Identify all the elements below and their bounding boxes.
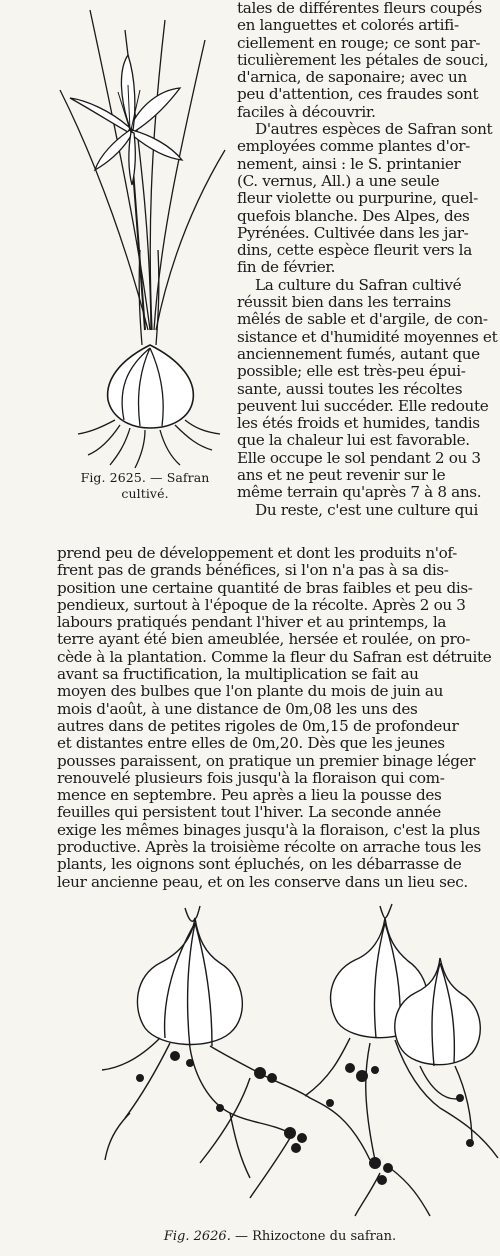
figure-2626-caption	[130, 1228, 430, 1246]
right-column-text	[237, 0, 499, 519]
text-line: feuilles qui persistent tout l'hiver. La seconde année	[57, 804, 441, 822]
text-line: productive. Après la troisième récolte on arrache tous les	[57, 839, 481, 857]
text-line: fin de février.	[237, 259, 336, 277]
text-line: mêlés de sable et d'argile, de con-	[237, 311, 488, 329]
text-line: D'autres espèces de Safran sont	[255, 121, 493, 139]
text-line: dins, cette espèce fleurit vers la	[237, 242, 472, 260]
text-line: anciennement fumés, autant que	[237, 345, 480, 363]
text-line: peu d'attention, ces fraudes sont	[237, 86, 479, 104]
text-line: d'arnica, de saponaire; avec un	[237, 69, 467, 87]
text-line: exige les mêmes binages jusqu'à la floraison, c'est la plus	[57, 821, 480, 839]
text-line: La culture du Safran cultivé	[255, 276, 462, 294]
text-line: que la chaleur lui est favorable.	[237, 432, 470, 450]
text-line: même terrain qu'après 7 à 8 ans.	[237, 484, 482, 502]
text-line: et distantes entre elles de 0m,20. Dès que les jeunes	[57, 735, 445, 753]
text-line: mois d'août, à une distance de 0m,08 les uns des	[57, 700, 418, 718]
figure-2625-caption-line-1: Fig. 2625. — Safran	[80, 470, 210, 485]
text-line: possible; elle est très-peu épui-	[237, 363, 466, 381]
text-line: avant sa fructification, la multiplication se fait au	[57, 666, 419, 684]
text-line: mence en septembre. Peu après a lieu la pousse des	[57, 787, 442, 805]
text-line: les étés froids et humides, tandis	[237, 415, 480, 433]
text-line: cède à la plantation. Comme la fleur du Safran est détruite	[57, 648, 492, 666]
text-line: fleur violette ou purpurine, quel-	[237, 190, 478, 208]
text-line: nement, ainsi : le S. printanier	[237, 155, 461, 173]
text-line: ans et ne peut revenir sur le	[237, 467, 446, 485]
text-line: frent pas de grands bénéfices, si l'on n'a pas à sa dis-	[57, 562, 449, 580]
text-line: ciellement en rouge; ce sont par-	[237, 34, 481, 52]
figure-2626-number: Fig. 2626.	[163, 1229, 231, 1244]
text-line: leur ancienne peau, et on les conserve dans un lieu sec.	[57, 873, 468, 891]
text-line: moyen des bulbes que l'on plante du mois de juin au	[57, 683, 444, 701]
text-line: position une certaine quantité de bras faibles et peu dis-	[57, 579, 473, 597]
full-width-text	[57, 545, 500, 891]
saffron-plant-illustration	[0, 0, 232, 470]
text-line: faciles à découvrir.	[237, 103, 376, 121]
figure-2625-caption	[60, 470, 230, 502]
text-line: autres dans de petites rigoles de 0m,15 de profondeur	[57, 717, 459, 735]
text-line: Elle occupe le sol pendant 2 ou 3	[237, 449, 481, 467]
text-line: Du reste, c'est une culture qui	[255, 501, 478, 519]
text-line: (C. vernus, All.) a une seule	[237, 172, 440, 190]
text-line: terre ayant été bien ameublée, hersée et roulée, on pro-	[57, 631, 470, 649]
text-line: pendieux, surtout à l'époque de la récolte. Après 2 ou 3	[57, 596, 466, 614]
text-line: Pyrénées. Cultivée dans les jar-	[237, 224, 469, 242]
saffron-bulbs-illustration	[100, 898, 500, 1220]
text-line: plants, les oignons sont épluchés, on les débarrasse de	[57, 856, 462, 874]
text-line: peuvent lui succéder. Elle redoute	[237, 397, 489, 415]
text-line: prend peu de développement et dont les produits n'of-	[57, 545, 457, 562]
text-line: en languettes et colorés artifi-	[237, 17, 459, 35]
figure-2626-title: — Rhizoctone du safran.	[234, 1229, 397, 1244]
text-line: labours pratiqués pendant l'hiver et au printemps, la	[57, 614, 447, 632]
text-line: ticulièrement les pétales de souci,	[237, 51, 489, 69]
figure-2625-caption-line-2: cultivé.	[121, 486, 169, 501]
text-line: tales de différentes fleurs coupés	[237, 0, 482, 17]
text-line: sistance et d'humidité moyennes et	[237, 328, 498, 346]
text-line: réussit bien dans les terrains	[237, 294, 451, 312]
text-line: quefois blanche. Des Alpes, des	[237, 207, 470, 225]
text-line: sante, aussi toutes les récoltes	[237, 380, 463, 398]
text-line: renouvelé plusieurs fois jusqu'à la floraison qui com-	[57, 769, 445, 787]
text-line: employées comme plantes d'or-	[237, 138, 470, 156]
text-line: pousses paraissent, on pratique un premier binage léger	[57, 752, 476, 770]
